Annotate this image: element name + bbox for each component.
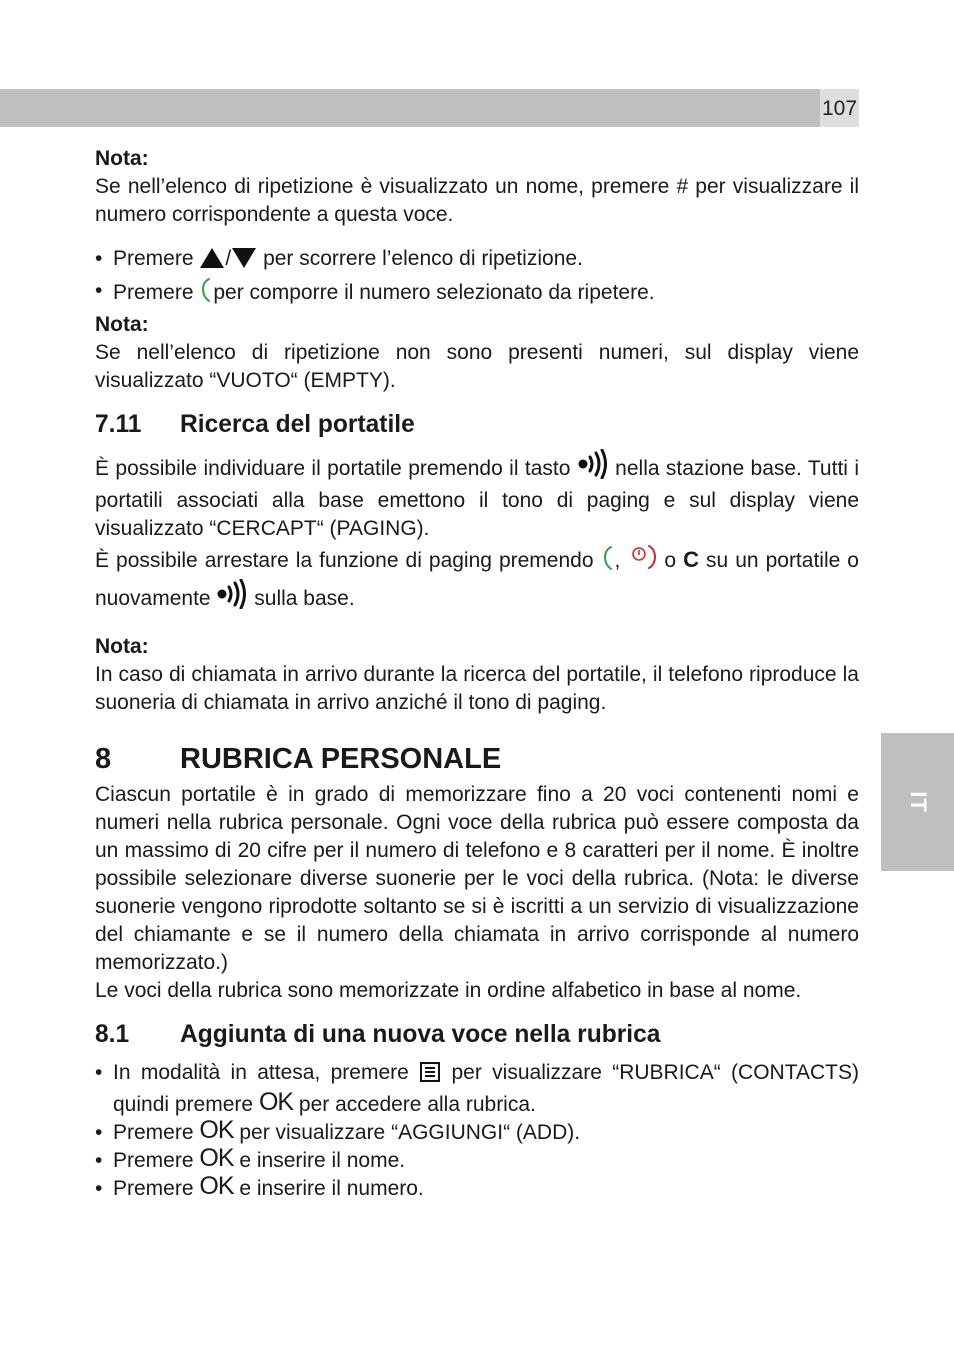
list-item: • In modalità in attesa, premere per visualizzare “RUBRICA“ (CONTACTS) quindi premere OK per accedere alla rubrica. bbox=[95, 1059, 859, 1119]
note-title: Nota: bbox=[95, 313, 149, 336]
note-title: Nota: bbox=[95, 635, 149, 658]
note-text: Se nell’elenco di ripetizione è visualizzato un nome, premere # per visualizzare il numero corrispondente a questa voce. bbox=[95, 175, 859, 226]
phonebook-paragraph-1: Ciascun portatile è in grado di memorizzare fino a 20 voci contenenti nomi e numeri nella rubrica personale. Ogni voce della rubrica può essere composta da un massimo di 20 cifre per il numero di telefono e 8 caratteri per il nome. È inoltre possibile selezionare diverse suonerie per le voci della rubrica. (Nota: le diverse suonerie vengono riprodotte soltanto se si è iscritti a un servizio di visualizzazione del chiamante e se il numero della chiamata in arrivo corrisponde al numero memorizzato.) bbox=[95, 783, 859, 974]
note-1 bbox=[95, 145, 859, 229]
call-key-icon bbox=[199, 277, 213, 311]
note-2 bbox=[95, 311, 859, 395]
paging-key-icon bbox=[577, 449, 609, 487]
ok-key-label: OK bbox=[258, 1088, 294, 1116]
ok-key-label: OK bbox=[199, 1172, 234, 1200]
note-text: In caso di chiamata in arrivo durante la ricerca del portatile, il telefono riproduce la suoneria di chiamata in arrivo anziché il tono di paging. bbox=[95, 663, 859, 714]
section-heading-8: 8 RUBRICA PERSONALE bbox=[95, 743, 502, 775]
redial-steps bbox=[95, 245, 859, 311]
section-heading-7-11: 7.11 Ricerca del portatile bbox=[95, 411, 415, 438]
phonebook-paragraph-2: Le voci della rubrica sono memorizzate in ordine alfabetico in base al nome. bbox=[95, 979, 802, 1002]
list-item: • Premere OK e inserire il numero. bbox=[95, 1175, 859, 1203]
paging-paragraph-1: È possibile individuare il portatile premendo il tasto nella stazione base. Tutti i portatili associati alla base emettono il tono di paging e sul display viene visualizzato “CERCAPT“ (PAGING). bbox=[95, 449, 859, 543]
end-call-key-icon bbox=[627, 543, 657, 579]
note-title: Nota: bbox=[95, 147, 149, 170]
language-tab bbox=[881, 733, 954, 871]
c-key-label: C bbox=[683, 547, 700, 572]
note-text: Se nell’elenco di ripetizione non sono presenti numeri, sul display viene visualizzato “VUOTO“ (EMPTY). bbox=[95, 341, 859, 392]
note-3 bbox=[95, 633, 859, 717]
list-item: • Premere per comporre il numero selezionato da ripetere. bbox=[95, 277, 859, 311]
section-7-11-body bbox=[95, 449, 859, 617]
ok-key-label: OK bbox=[199, 1116, 234, 1144]
section-heading-8-1: 8.1 Aggiunta di una nuova voce nella rubrica bbox=[95, 1021, 661, 1048]
paging-paragraph-2: È possibile arrestare la funzione di paging premendo , o C su un portatile o nuovamente sulla base. bbox=[95, 543, 859, 617]
header-bar bbox=[0, 89, 820, 127]
list-item: • Premere OK e inserire il nome. bbox=[95, 1147, 859, 1175]
page-number: 107 bbox=[820, 89, 859, 127]
language-tab-label: IT bbox=[905, 791, 931, 813]
list-item: • Premere / per scorrere l’elenco di ripetizione. bbox=[95, 245, 859, 277]
ok-key-label: OK bbox=[199, 1144, 234, 1172]
menu-key-icon bbox=[419, 1061, 441, 1091]
section-8-body bbox=[95, 781, 859, 1005]
call-key-icon bbox=[601, 545, 615, 579]
list-item: • Premere OK per visualizzare “AGGIUNGI“ (ADD). bbox=[95, 1119, 859, 1147]
down-arrow-icon bbox=[231, 247, 257, 277]
up-arrow-icon bbox=[199, 247, 225, 277]
paging-key-icon bbox=[216, 579, 248, 617]
page-content bbox=[95, 145, 859, 1203]
add-entry-steps bbox=[95, 1059, 859, 1203]
